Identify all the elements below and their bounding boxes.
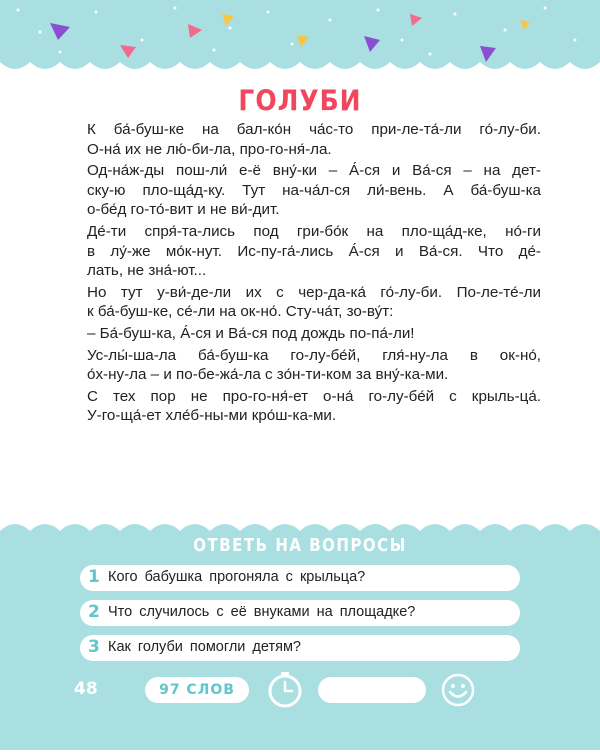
story-line: о-бе́д го-то́-вит и не ви́-дит.: [87, 201, 280, 219]
story-paragraph: [87, 324, 541, 344]
story-line: ску-ю пло-ща́д-ку. Тут на-ча́л-ся ли́-вень. А ба́-буш-ка: [87, 181, 541, 199]
story-line: Од-на́ж-ды пош-ли́ е-ё вну́-ки – А́-ся и Ва́-ся – на дет-: [87, 162, 541, 180]
question-text: Кого бабушка прогоняла с крыльца?: [108, 569, 366, 585]
story-paragraph: [87, 346, 541, 385]
smiley-icon: [440, 672, 476, 713]
story-paragraph: [87, 387, 541, 426]
question-1: [80, 565, 520, 591]
story-line: к ба́-буш-ке, се́-ли на ок-но́. Сту-ча́т, зо-ву́т:: [87, 303, 394, 321]
question-2: [80, 600, 520, 626]
header-wave: [0, 0, 600, 69]
page-number: 48: [74, 679, 98, 699]
story-text: [87, 120, 541, 428]
story-line: О-на́ их не лю́-би-ла, про-го-ня́-ла.: [87, 140, 332, 158]
story-paragraph: [87, 222, 541, 281]
reading-time-field[interactable]: [318, 677, 426, 703]
question-number: 3: [88, 637, 100, 657]
story-line: У-го-ща́-ет хле́б-ны-ми кро́ш-ка-ми.: [87, 407, 337, 425]
story-title: ГОЛУБИ: [238, 83, 362, 118]
story-line: Ус-лы́-ша-ла ба́-буш-ка го-лу-бе́й, гля́-ну-ла в ок-но́,: [87, 346, 541, 364]
story-line: в лу́-же мо́к-нут. Ис-пу-га́-лись А́-ся и Ва́-ся. Что де́-: [87, 242, 541, 260]
word-count-badge: 97 СЛОВ: [145, 677, 249, 703]
story-line: Но тут у-ви́-де-ли их с чер-да-ка́ го́-лу-би. По-ле-те́-ли: [87, 283, 541, 301]
questions-title: ОТВЕТЬ НА ВОПРОСЫ: [193, 534, 407, 556]
question-number: 1: [88, 567, 100, 587]
story-paragraph: [87, 283, 541, 322]
story-line: К ба́-буш-ке на бал-ко́н ча́с-то при-ле-та́-ли го́-лу-би.: [87, 121, 541, 138]
story-line: – Ба́-буш-ка, А́-ся и Ва́-ся под дождь по-па́-ли!: [87, 324, 415, 342]
question-number: 2: [88, 602, 100, 622]
story-paragraph: [87, 120, 541, 159]
question-3: [80, 635, 520, 661]
clock-icon: [265, 670, 305, 715]
story-line: о́х-ну-ла – и по-бе-жа́-ла с зо́н-ти-ком за вну́-ка-ми.: [87, 366, 449, 384]
question-text: Как голуби помогли детям?: [108, 639, 301, 655]
header-band: [0, 0, 600, 80]
story-paragraph: [87, 161, 541, 220]
story-line: Де́-ти спря́-та-лись под гри-бо́к на пло-ща́д-ке, но́-ги: [87, 222, 541, 240]
question-text: Что случилось с её внуками на площадке?: [108, 604, 416, 620]
story-line: С тех пор не про-го-ня́-ет о-на́ го-лу-бе́й с крыль-ца́.: [87, 387, 541, 405]
story-line: лать, не зна́-ют...: [87, 262, 207, 280]
